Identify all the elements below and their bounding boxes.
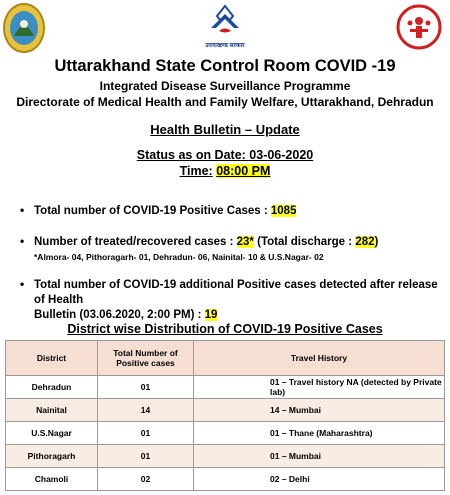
cell-cases: 14: [98, 399, 194, 422]
additional-cases-line2: Bulletin (03.06.2020, 2:00 PM) :: [34, 309, 202, 321]
cell-cases: 01: [98, 445, 194, 468]
cell-district: Pithoragarh: [6, 445, 98, 468]
additional-cases-value: 19: [204, 309, 218, 321]
cell-cases: 01: [98, 422, 194, 445]
cell-travel: 02 – Delhi: [194, 468, 445, 491]
bullet-icon: •: [20, 203, 25, 217]
cell-travel: 01 – Thane (Maharashtra): [194, 422, 445, 445]
table-row: [6, 445, 445, 468]
table-row: [6, 399, 445, 422]
district-table: [5, 340, 445, 491]
bulletin-title: Health Bulletin – Update: [150, 122, 300, 137]
table-row: [6, 422, 445, 445]
document-title: Uttarakhand State Control Room COVID -19: [54, 57, 396, 75]
cell-cases: 02: [98, 468, 194, 491]
directorate-subtitle: Directorate of Medical Health and Family Welfare, Uttarakhand, Dehradun: [16, 95, 434, 109]
cell-travel: 01 – Mumbai: [194, 445, 445, 468]
additional-cases-line1: Total number of COVID-19 additional Positive cases detected after release of Health: [34, 279, 438, 306]
cell-cases: 01: [98, 376, 194, 399]
cell-district: Dehradun: [6, 376, 98, 399]
table-header-row: [6, 341, 445, 376]
discharge-close: ): [374, 236, 379, 248]
bullet-additional-cases: [34, 278, 450, 323]
table-row: [6, 468, 445, 491]
cell-district: Nainital: [6, 399, 98, 422]
time-value: 08:00 PM: [216, 164, 271, 178]
table-row: [6, 376, 445, 399]
total-cases-label: Total number of COVID-19 Positive Cases :: [34, 205, 268, 217]
total-cases-value: 1085: [270, 205, 297, 217]
header-travel-history: Travel History: [194, 341, 445, 376]
programme-subtitle: Integrated Disease Surveillance Programme: [99, 79, 351, 93]
status-date: Status as on Date: 03-06-2020: [136, 148, 314, 162]
bullet-recovered-cases: [34, 235, 378, 250]
district-table-title: District wise Distribution of COVID-19 Positive Cases: [67, 322, 383, 336]
government-logo: [203, 4, 247, 44]
nhm-logo: [396, 4, 442, 50]
cell-district: U.S.Nagar: [6, 422, 98, 445]
bullet-icon: •: [20, 234, 25, 248]
cell-district: Chamoli: [6, 468, 98, 491]
bullet-total-cases: [34, 204, 296, 219]
header-total-cases: Total Number of Positive cases: [98, 341, 194, 376]
status-time: [0, 164, 450, 178]
time-label: Time:: [179, 164, 213, 178]
recovered-label: Number of treated/recovered cases :: [34, 236, 234, 248]
cell-travel: 01 – Travel history NA (detected by Private lab): [194, 376, 445, 399]
cell-travel: 14 – Mumbai: [194, 399, 445, 422]
bullet-icon: •: [20, 277, 25, 291]
header-district: District: [6, 341, 98, 376]
discharge-label: (Total discharge :: [257, 236, 353, 248]
recovered-value: 23*: [236, 236, 254, 248]
recovered-note: *Almora- 04, Pithoragarh- 01, Dehradun- 06, Nainital- 10 & U.S.Nagar- 02: [34, 252, 324, 262]
discharge-value: 282: [355, 236, 375, 248]
government-logo-caption: उत्तराखण्ड सरकार: [205, 43, 245, 49]
